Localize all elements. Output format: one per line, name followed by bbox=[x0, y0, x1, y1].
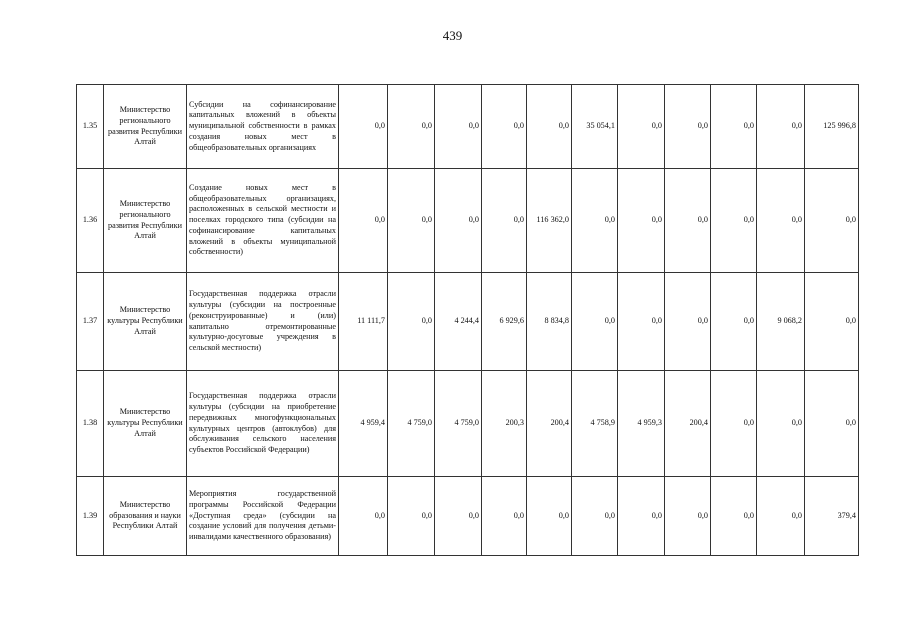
funding-value: 0,0 bbox=[435, 169, 482, 273]
page-number: 439 bbox=[442, 28, 463, 43]
funding-value: 0,0 bbox=[339, 85, 388, 169]
funding-value: 0,0 bbox=[757, 477, 805, 556]
funding-value: 0,0 bbox=[388, 169, 435, 273]
table-row bbox=[77, 169, 859, 273]
funding-value: 4 758,9 bbox=[572, 371, 618, 477]
funding-value: 0,0 bbox=[572, 169, 618, 273]
funding-value: 0,0 bbox=[572, 477, 618, 556]
measure-description: Создание новых мест в общеобразовательных организациях, расположенных в сельской местности и поселках городского типа (субсидии на софинансирование капитальных вложений в объекты муниципальной собственности) bbox=[187, 169, 339, 273]
funding-value: 0,0 bbox=[805, 169, 859, 273]
row-number: 1.35 bbox=[77, 85, 104, 169]
measure-description: Государственная поддержка отрасли культуры (субсидии на построенные (реконструированные) и (или) капитально отремонтированные культурно-досуговые учреждения в сельской местности) bbox=[187, 273, 339, 371]
budget-table bbox=[76, 84, 859, 556]
funding-value: 4 244,4 bbox=[435, 273, 482, 371]
funding-value: 9 068,2 bbox=[757, 273, 805, 371]
table-row bbox=[77, 85, 859, 169]
funding-value: 0,0 bbox=[618, 273, 665, 371]
funding-value: 4 959,3 bbox=[618, 371, 665, 477]
responsible-organization: Министерство культуры Республики Алтай bbox=[104, 371, 187, 477]
funding-value: 200,4 bbox=[527, 371, 572, 477]
table-row bbox=[77, 273, 859, 371]
funding-value: 4 759,0 bbox=[388, 371, 435, 477]
funding-value: 0,0 bbox=[711, 169, 757, 273]
funding-value: 35 054,1 bbox=[572, 85, 618, 169]
row-number: 1.38 bbox=[77, 371, 104, 477]
measure-description: Государственная поддержка отрасли культуры (субсидии на приобретение передвижных многофункциональных культурных центров (автоклубов) для обслуживания сельского населения субъектов Российской Федерации) bbox=[187, 371, 339, 477]
funding-value: 4 959,4 bbox=[339, 371, 388, 477]
funding-value: 11 111,7 bbox=[339, 273, 388, 371]
funding-value: 0,0 bbox=[711, 477, 757, 556]
funding-value: 0,0 bbox=[618, 169, 665, 273]
table-row bbox=[77, 371, 859, 477]
funding-value: 8 834,8 bbox=[527, 273, 572, 371]
funding-value: 0,0 bbox=[435, 477, 482, 556]
table-row bbox=[77, 477, 859, 556]
funding-value: 0,0 bbox=[482, 169, 527, 273]
funding-value: 0,0 bbox=[435, 85, 482, 169]
funding-value: 0,0 bbox=[711, 85, 757, 169]
row-number: 1.39 bbox=[77, 477, 104, 556]
funding-value: 125 996,8 bbox=[805, 85, 859, 169]
funding-value: 0,0 bbox=[388, 273, 435, 371]
row-number: 1.36 bbox=[77, 169, 104, 273]
funding-value: 0,0 bbox=[665, 169, 711, 273]
funding-value: 0,0 bbox=[805, 371, 859, 477]
funding-value: 0,0 bbox=[618, 85, 665, 169]
funding-value: 0,0 bbox=[665, 477, 711, 556]
funding-value: 0,0 bbox=[388, 477, 435, 556]
responsible-organization: Министерство культуры Республики Алтай bbox=[104, 273, 187, 371]
funding-value: 379,4 bbox=[805, 477, 859, 556]
funding-value: 0,0 bbox=[339, 169, 388, 273]
funding-value: 0,0 bbox=[482, 85, 527, 169]
funding-value: 0,0 bbox=[665, 273, 711, 371]
funding-value: 0,0 bbox=[805, 273, 859, 371]
funding-value: 0,0 bbox=[618, 477, 665, 556]
funding-value: 0,0 bbox=[711, 273, 757, 371]
funding-value: 0,0 bbox=[665, 85, 711, 169]
funding-value: 0,0 bbox=[527, 477, 572, 556]
funding-value: 4 759,0 bbox=[435, 371, 482, 477]
funding-value: 0,0 bbox=[482, 477, 527, 556]
funding-value: 116 362,0 bbox=[527, 169, 572, 273]
responsible-organization: Министерство регионального развития Республики Алтай bbox=[104, 85, 187, 169]
measure-description: Мероприятия государственной программы Российской Федерации «Доступная среда» (субсидии на создание условий для получения детьми-инвалидами качественного образования) bbox=[187, 477, 339, 556]
funding-value: 0,0 bbox=[572, 273, 618, 371]
responsible-organization: Министерство регионального развития Республики Алтай bbox=[104, 169, 187, 273]
funding-value: 0,0 bbox=[757, 169, 805, 273]
funding-value: 0,0 bbox=[711, 371, 757, 477]
funding-value: 0,0 bbox=[527, 85, 572, 169]
funding-value: 0,0 bbox=[339, 477, 388, 556]
funding-value: 6 929,6 bbox=[482, 273, 527, 371]
funding-value: 0,0 bbox=[388, 85, 435, 169]
measure-description: Субсидии на софинансирование капитальных вложений в объекты муниципальной собственности в рамках создания новых мест в общеобразовательных организациях bbox=[187, 85, 339, 169]
responsible-organization: Министерство образования и науки Республики Алтай bbox=[104, 477, 187, 556]
row-number: 1.37 bbox=[77, 273, 104, 371]
funding-value: 0,0 bbox=[757, 85, 805, 169]
funding-value: 200,4 bbox=[665, 371, 711, 477]
funding-value: 0,0 bbox=[757, 371, 805, 477]
funding-value: 200,3 bbox=[482, 371, 527, 477]
